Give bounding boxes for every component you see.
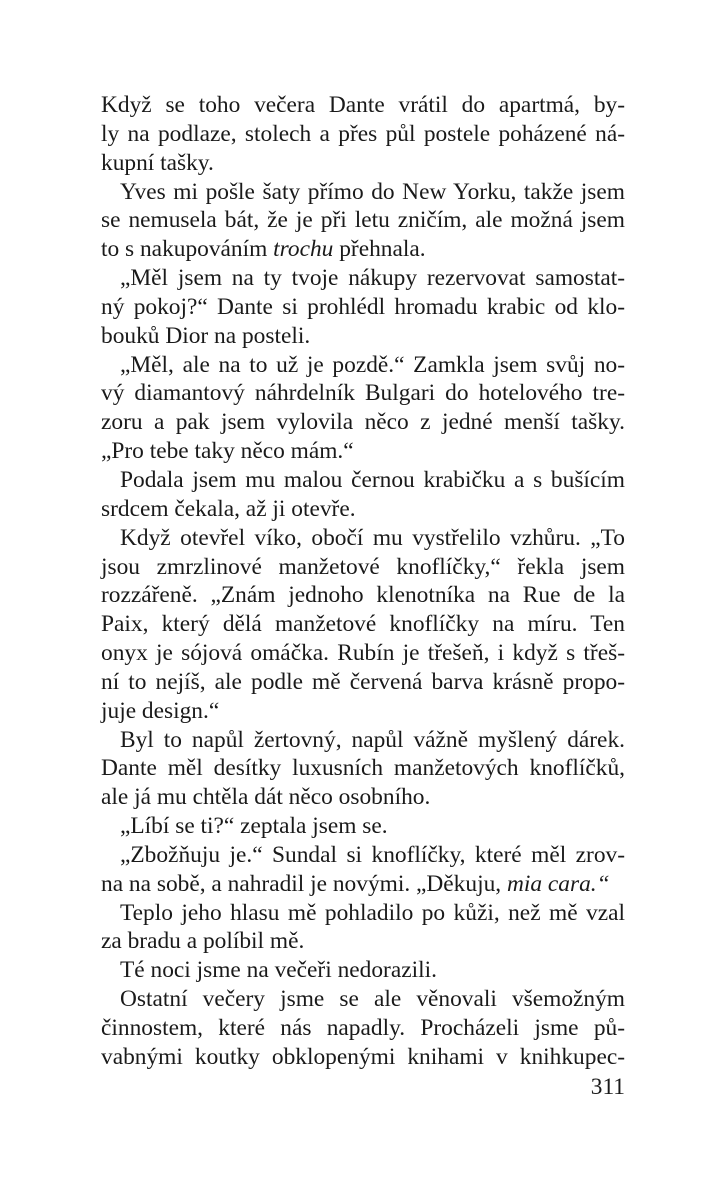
text-line — [101, 754, 625, 783]
text-line — [101, 149, 625, 178]
text-line — [101, 91, 625, 120]
paragraph — [101, 841, 625, 899]
text-segment: Byl to napůl žertovný, napůl vážně myšlený dárek. — [120, 726, 625, 753]
text-segment: ly na podlaze, stolech a přes půl postele poházené ná- — [101, 120, 625, 147]
text-segment: ný pokoj?“ Dante si prohlédl hromadu krabic od klo- — [101, 293, 625, 320]
paragraph — [101, 264, 625, 351]
paragraph — [101, 466, 625, 524]
text-segment: „Líbí se ti?“ zeptala jsem se. — [120, 813, 388, 840]
text-segment: Paix, který dělá manžetové knoflíčky na míru. Ten — [101, 611, 625, 638]
paragraph — [101, 956, 625, 985]
text-segment: „Zbožňuju je.“ Sundal si knoflíčky, které měl zrov- — [120, 841, 625, 868]
text-line — [101, 985, 625, 1014]
text-segment: Když otevřel víko, obočí mu vystřelilo vzhůru. „To — [120, 524, 625, 551]
text-segment: Podala jsem mu malou černou krabičku a s bušícím — [120, 466, 625, 493]
text-line — [101, 639, 625, 668]
text-line — [101, 553, 625, 582]
text-segment: srdcem čekala, až ji otevře. — [101, 495, 356, 522]
text-line — [101, 899, 625, 928]
text-segment: onyx je sójová omáčka. Rubín je třešeň, i když s třeš- — [101, 640, 625, 667]
text-line — [101, 466, 625, 495]
text-segment: vý diamantový náhrdelník Bulgari do hotelového tre- — [101, 380, 625, 407]
text-line — [101, 379, 625, 408]
page-number: 311 — [590, 1074, 625, 1100]
text-segment: rozzářeně. „Znám jednoho klenotníka na Rue de la — [101, 582, 625, 609]
text-line — [101, 956, 625, 985]
text-segment: juje design.“ — [101, 697, 220, 724]
paragraph — [101, 899, 625, 957]
text-segment: na na sobě, a nahradil je novými. „Děkuju, — [101, 870, 507, 897]
text-line — [101, 495, 625, 524]
text-segment: ale já mu chtěla dát něco osobního. — [101, 784, 431, 811]
text-segment: přehnala. — [333, 236, 426, 263]
text-segment: zoru a pak jsem vylovila něco z jedné menší tašky. — [101, 409, 625, 436]
text-segment: ní to nejíš, ale podle mě červená barva krásně propo- — [101, 668, 625, 695]
text-segment: Dante měl desítky luxusních manžetových knoflíčků, — [101, 755, 625, 782]
text-line — [101, 870, 625, 899]
text-line — [101, 697, 625, 726]
text-line — [101, 1043, 625, 1072]
text-line — [101, 322, 625, 351]
text-line — [101, 1014, 625, 1043]
text-segment: vabnými koutky obklopenými knihami v knihkupec- — [101, 1043, 625, 1070]
text-line — [101, 927, 625, 956]
text-line — [101, 408, 625, 437]
text-line — [101, 668, 625, 697]
text-segment: činnostem, které nás napadly. Procházeli jsme pů- — [101, 1015, 625, 1041]
paragraph — [101, 726, 625, 813]
text-segment: Ostatní večery jsme se ale věnovali všemožným — [120, 986, 625, 1013]
italic-text: trochu — [273, 236, 334, 263]
italic-text: mia cara.“ — [506, 870, 610, 897]
paragraph — [101, 178, 625, 265]
text-segment: kupní tašky. — [101, 149, 214, 176]
text-line — [101, 178, 625, 207]
text-line — [101, 524, 625, 553]
text-line — [101, 841, 625, 870]
text-segment: „Měl, ale na to už je pozdě.“ Zamkla jsem svůj no- — [120, 351, 625, 378]
text-line — [101, 783, 625, 812]
text-segment: jsou zmrzlinové manžetové knoflíčky,“ řekla jsem — [101, 553, 625, 580]
text-segment: „Měl jsem na ty tvoje nákupy rezervovat samostat- — [120, 265, 625, 292]
text-segment: Té noci jsme na večeři nedorazili. — [120, 957, 437, 984]
text-line — [101, 293, 625, 322]
text-segment: Teplo jeho hlasu mě pohladilo po kůži, než mě vzal — [120, 899, 625, 926]
text-line — [101, 726, 625, 755]
text-segment: se nemusela bát, že je při letu zničím, ale možná jsem — [101, 207, 625, 234]
text-segment: to s nakupováním — [101, 236, 274, 263]
text-line — [101, 437, 625, 466]
text-line — [101, 206, 625, 235]
text-line — [101, 351, 625, 380]
paragraph — [101, 812, 625, 841]
book-page-text — [101, 91, 625, 1091]
text-line — [101, 812, 625, 841]
text-line — [101, 235, 625, 264]
text-line — [101, 264, 625, 293]
paragraph — [101, 91, 625, 178]
text-segment: Yves mi pošle šaty přímo do New Yorku, takže jsem — [120, 178, 625, 205]
text-segment: „Pro tebe taky něco mám.“ — [101, 438, 354, 465]
text-segment: bouků Dior na posteli. — [101, 322, 311, 349]
text-line — [101, 610, 625, 639]
text-line — [101, 581, 625, 610]
paragraph — [101, 985, 625, 1072]
text-segment: za bradu a políbil mě. — [101, 928, 305, 955]
text-line — [101, 120, 625, 149]
paragraph — [101, 524, 625, 726]
paragraph — [101, 351, 625, 466]
text-segment: Když se toho večera Dante vrátil do apartmá, by- — [101, 92, 625, 118]
